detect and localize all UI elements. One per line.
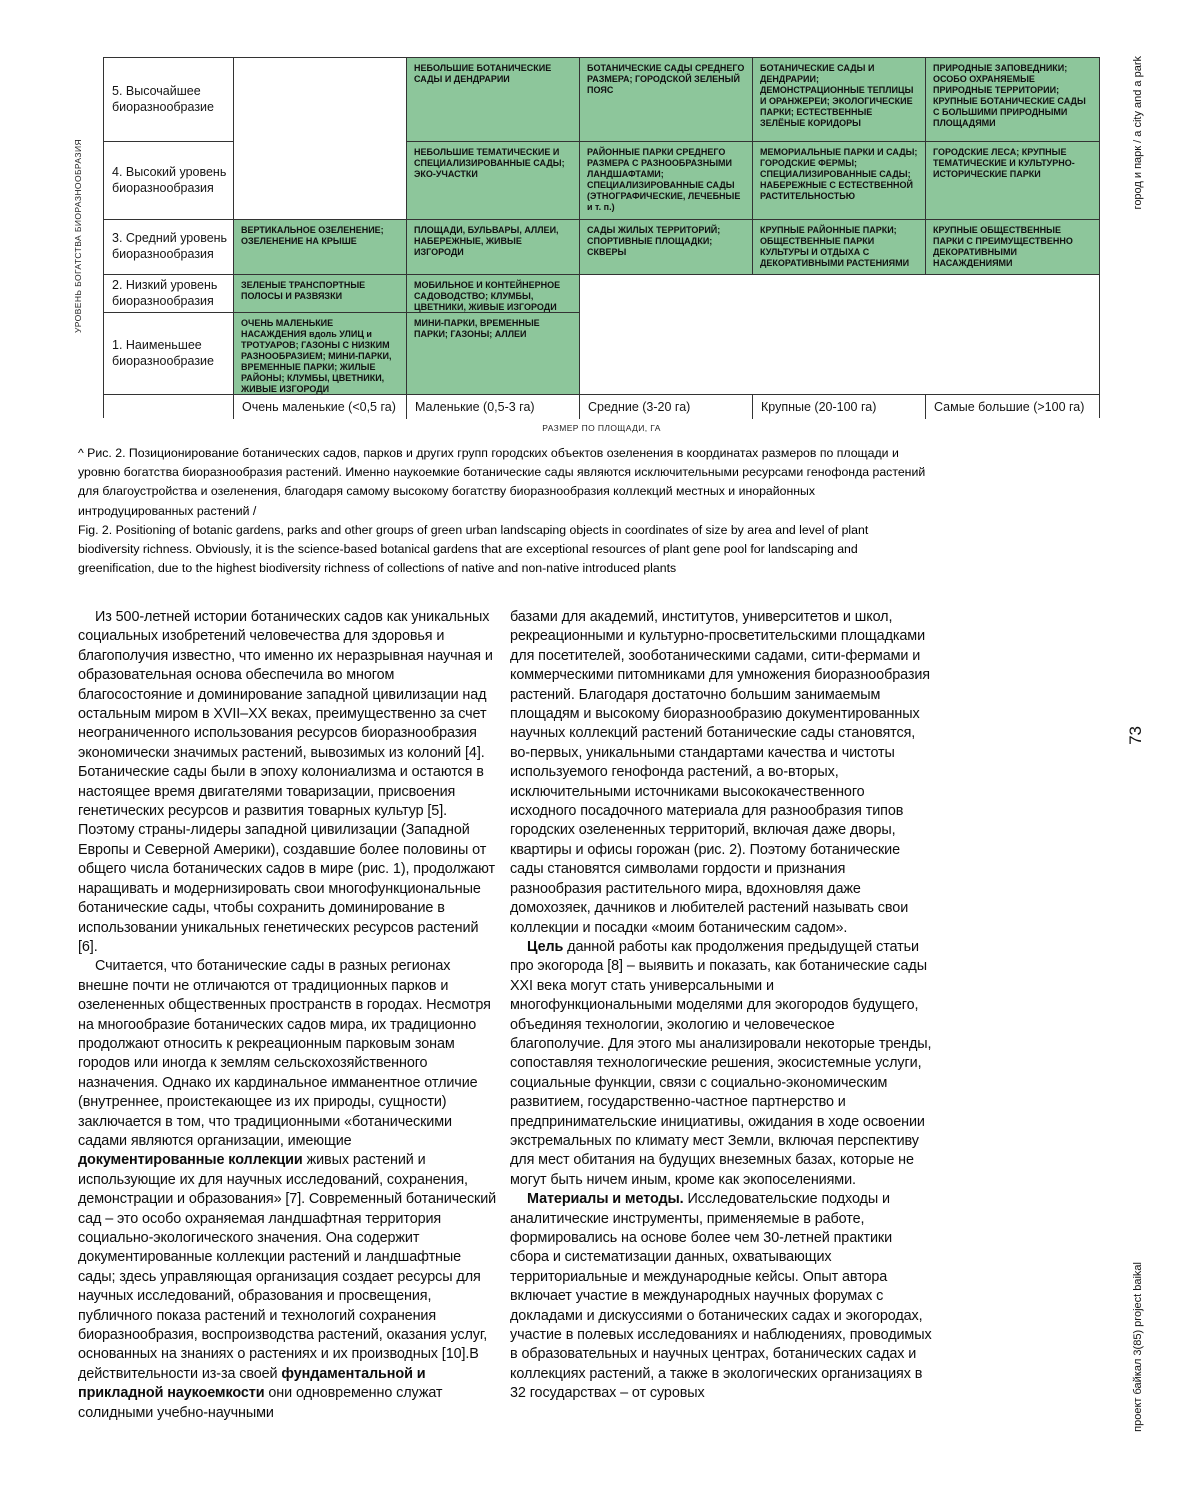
biodiversity-level-label: 1. Наименьшее биоразнообразие [104,313,234,395]
matrix-cell: МЕМОРИАЛЬНЫЕ ПАРКИ И САДЫ; ГОРОДСКИЕ ФЕРМЫ; СПЕЦИАЛИЗИРОВАННЫЕ САДЫ; НАБЕРЕЖНЫЕ С ЕСТЕСТВЕННОЙ РАСТИТЕЛЬНОСТЬЮ [753,142,926,220]
matrix-cell: НЕБОЛЬШИЕ ТЕМАТИЧЕСКИЕ И СПЕЦИАЛИЗИРОВАННЫЕ САДЫ; ЭКО-УЧАСТКИ [407,142,580,220]
page-number: 73 [1126,726,1145,745]
biodiversity-level-label: 2. Низкий уровень биоразнообразия [104,275,234,313]
body-paragraph [510,608,932,938]
matrix-cell: ГОРОДСКИЕ ЛЕСА; КРУПНЫЕ ТЕМАТИЧЕСКИЕ И КУЛЬТУРНО-ИСТОРИЧЕСКИЕ ПАРКИ [926,142,1099,220]
body-paragraph [510,938,932,1190]
body-paragraph [78,957,500,1423]
matrix-cell: ВЕРТИКАЛЬНОЕ ОЗЕЛЕНЕНИЕ; ОЗЕЛЕНЕНИЕ НА КРЫШЕ [234,220,407,275]
matrix-cell: ОЧЕНЬ МАЛЕНЬКИЕ НАСАЖДЕНИЯ вдоль УЛИЦ и ТРОТУАРОВ; ГАЗОНЫ С НИЗКИМ РАЗНООБРАЗИЕМ; МИНИ-ПАРКИ, ВРЕМЕННЫЕ ПАРКИ; ЖИЛЫЕ РАЙОНЫ; КЛУМБЫ, ЦВЕТНИКИ, ЖИВЫЕ ИЗГОРОДИ [234,313,407,395]
figure-matrix-table [103,57,1100,418]
body-right-column [510,608,932,1404]
figure-caption-russian: ^ Рис. 2. Позиционирование ботанических садов, парков и других групп городских объектов озеленения в координатах размеров по площади и уровню богатства биоразнообразия растений. Именно наукоемкие ботанические сады являются исключительными ресурсами генофонда растений для благоустройства и озеленения, благодаря самому высокому богатству биоразнообразия коллекций местных и инорайонных интродуцированных растений / [78,446,926,518]
section-running-title: город и парк / a city and a park [1132,56,1144,210]
journal-running-title: проект байкал 3(85) project baikal [1132,1262,1144,1432]
matrix-cell: КРУПНЫЕ ОБЩЕСТВЕННЫЕ ПАРКИ С ПРЕИМУЩЕСТВЕННО ДЕКОРАТИВНЫМИ НАСАЖДЕНИЯМИ [926,220,1099,275]
paragraph-text: Считается, что ботанические сады в разных регионах внешне почти не отличаются от традиционных парков и озелененных общественных пространств в городах. Несмотря на многообразие ботанических садов мира, их традиционно продолжают относить к рекреационным парковым зонам городов или иногда к землям сельскохозяйственного назначения. Однако их кардинальное имманентное отличие (внутреннее, проистекающее из их природы, сущности) заключается в том, что традиционными «ботаническими садами являются организации, имеющие [78,958,491,1149]
bold-term: Материалы и методы. [527,1191,684,1208]
bold-term: документированные коллекции [78,1152,303,1169]
body-left-column [78,608,500,1423]
matrix-cell: МИНИ-ПАРКИ, ВРЕМЕННЫЕ ПАРКИ; ГАЗОНЫ; АЛЛЕИ [407,313,580,395]
size-category-label: Средние (3-20 га) [580,395,753,419]
matrix-cell: МОБИЛЬНОЕ И КОНТЕЙНЕРНОЕ САДОВОДСТВО; КЛУМБЫ, ЦВЕТНИКИ, ЖИВЫЕ ИЗГОРОДИ [407,275,580,313]
biodiversity-level-label: 5. Высочайшее биоразнообразие [104,58,234,142]
size-category-label: Очень маленькие (<0,5 га) [234,395,407,419]
size-category-label: Маленькие (0,5-3 га) [407,395,580,419]
paragraph-text: живых растений и использующие их для научных исследований, сохранения, демонстрации и образования» [7]. Современный ботанический сад – это особо охраняемая ландшафтная территория социально-экологического значения. Она содержит документированные коллекции растений и ландшафтные сады; здесь управляющая организация создает ресурсы для научных исследований, образования и просвещения, публичного показа растений и технологий сохранения биоразнообразия, воспроизводства растений, оказания услуг, основанных на знаниях о растениях и их производных [10].В действительности из-за своей [78,1152,497,1382]
matrix-empty-area [234,58,407,220]
matrix-cell: САДЫ ЖИЛЫХ ТЕРРИТОРИЙ; СПОРТИВНЫЕ ПЛОЩАДКИ; СКВЕРЫ [580,220,753,275]
paragraph-text: Из 500-летней истории ботанических садов как уникальных социальных изобретений человечества для здоровья и благополучия известно, что именно их неразрывная научная и образовательная основа обеспечила во многом благосостояние и доминирование западной цивилизации над остальным миром в XVII–XX веках, преимущественно за счет неограниченного использования ресурсов биоразнообразия экономически значимых растений, вывозимых из колоний [4]. Ботанические сады были в эпоху колониализма и остаются в настоящее время двигателями товаризации, присвоения генетических ресурсов и развития товарных культур [5]. Поэтому страны-лидеры западной цивилизации (Западной Европы и Северной Америки), создавшие более половины от общего числа ботанических садов в мире (рис. 1), продолжают наращивать и модернизировать свои многофункциональные ботанические сады, чтобы сохранить доминирование в использовании уникальных генетических ресурсов растений [6]. [78,609,495,955]
matrix-cell: РАЙОННЫЕ ПАРКИ СРЕДНЕГО РАЗМЕРА С РАЗНООБРАЗНЫМИ ЛАНДШАФТАМИ; СПЕЦИАЛИЗИРОВАННЫЕ САДЫ (ЭТНОГРАФИЧЕСКИЕ, ЛЕЧЕБНЫЕ и т. п.) [580,142,753,220]
body-paragraph [510,1190,932,1403]
size-category-label: Самые большие (>100 га) [926,395,1099,419]
paragraph-text: данной работы как продолжения предыдущей статьи про экогорода [8] – выявить и показать, как ботанические сады XXI века могут стать универсальными и многофункциональными моделями для экогородов будущего, объединяя технологии, экологию и человеческое благополучие. Для этого мы анализировали некоторые тренды, сопоставляя технологические решения, экосистемные услуги, социальные функции, связи с социально-экономическим развитием, государственно-частное партнерство и предпринимательские инициативы, ожидания в ходе освоении экстремальных по климату мест Земли, включая перспективу для мест обитания на будущих внеземных базах, которые не могут быть ничем иным, кроме как экопоселениями. [510,938,932,1188]
figure-caption-english: Fig. 2. Positioning of botanic gardens, parks and other groups of green urban landscaping objects in coordinates of size by area and level of plant biodiversity richness. Obviously, it is the science-based botanical gardens that are exceptional resources of plant gene pool for landscaping and greenification, due to the highest biodiversity richness of collections of native and non-native introduced plants [78,522,869,576]
body-paragraph [78,608,500,957]
matrix-cell: БОТАНИЧЕСКИЕ САДЫ СРЕДНЕГО РАЗМЕРА; ГОРОДСКОЙ ЗЕЛЕНЫЙ ПОЯС [580,58,753,142]
matrix-empty-area [580,275,1099,395]
matrix-cell: КРУПНЫЕ РАЙОННЫЕ ПАРКИ; ОБЩЕСТВЕННЫЕ ПАРКИ КУЛЬТУРЫ И ОТДЫХА С ДЕКОРАТИВНЫМИ РАСТЕНИЯМИ [753,220,926,275]
biodiversity-level-label: 3. Средний уровень биоразнообразия [104,220,234,275]
paragraph-text: Исследовательские подходы и аналитические инструменты, применяемые в работе, формировались на основе более чем 30-летней практики сбора и систематизации данных, охватывающих территориальные и международные кейсы. Опыт автора включает участие в международных научных форумах с докладами и дискуссиями о ботанических садах и экогородах, участие в полевых исследованиях и наблюдениях, проводимых в образовательных и научных центрах, ботанических садах и коллекциях растений, а также в экологических организациях в 32 государствах – от суровых [510,1191,932,1402]
size-axis-corner [104,395,234,419]
figure-x-axis-label: РАЗМЕР ПО ПЛОЩАДИ, ГА [542,423,661,433]
bold-term: фундаментальной и прикладной наукоемкости [78,1365,426,1402]
figure-caption [78,444,926,578]
matrix-cell: НЕБОЛЬШИЕ БОТАНИЧЕСКИЕ САДЫ И ДЕНДРАРИИ [407,58,580,142]
matrix-cell: ПЛОЩАДИ, БУЛЬВАРЫ, АЛЛЕИ, НАБЕРЕЖНЫЕ, ЖИВЫЕ ИЗГОРОДИ [407,220,580,275]
matrix-cell: БОТАНИЧЕСКИЕ САДЫ И ДЕНДРАРИИ; ДЕМОНСТРАЦИОННЫЕ ТЕПЛИЦЫ И ОРАНЖЕРЕИ; ЭКОЛОГИЧЕСКИЕ ПАРКИ; ЕСТЕСТВЕННЫЕ ЗЕЛЁНЫЕ КОРИДОРЫ [753,58,926,142]
size-category-label: Крупные (20-100 га) [753,395,926,419]
matrix-cell: ЗЕЛЕНЫЕ ТРАНСПОРТНЫЕ ПОЛОСЫ И РАЗВЯЗКИ [234,275,407,313]
paragraph-text: базами для академий, институтов, университетов и школ, рекреационными и культурно-просветительскими площадками для посетителей, зооботаническими садами, сити-фермами и коммерческими питомниками для умножения биоразнообразия растений. Благодаря достаточно большим занимаемым площадям и высокому биоразнообразию документированных научных коллекций растений ботанические сады становятся, во-первых, уникальными стандартами качества и чистоты используемого генофонда растений, а во-вторых, исключительными источниками высококачественного исходного посадочного материала для разнообразия типов городских озелененных территорий, включая даже дворы, квартиры и офисы горожан (рис. 2). Поэтому ботанические сады становятся символами гордости и признания разнообразия растительного мира, вдохновляя даже домохозяек, дачников и любителей растений называть свои коллекции и посадки «моим ботаническим садом». [510,609,930,936]
biodiversity-level-label: 4. Высокий уровень биоразнообразия [104,142,234,220]
paragraph-text: они одновременно служат солидными учебно-научными [78,1385,443,1421]
matrix-cell: ПРИРОДНЫЕ ЗАПОВЕДНИКИ; ОСОБО ОХРАНЯЕМЫЕ ПРИРОДНЫЕ ТЕРРИТОРИИ; КРУПНЫЕ БОТАНИЧЕСКИЕ САДЫ С БОЛЬШИМИ ПРИРОДНЫМИ ПЛОЩАДЯМИ [926,58,1099,142]
figure-y-axis-label: УРОВЕНЬ БОГАТСТВА БИОРАЗНООБРАЗИЯ [73,138,83,333]
bold-term: Цель [527,938,564,955]
